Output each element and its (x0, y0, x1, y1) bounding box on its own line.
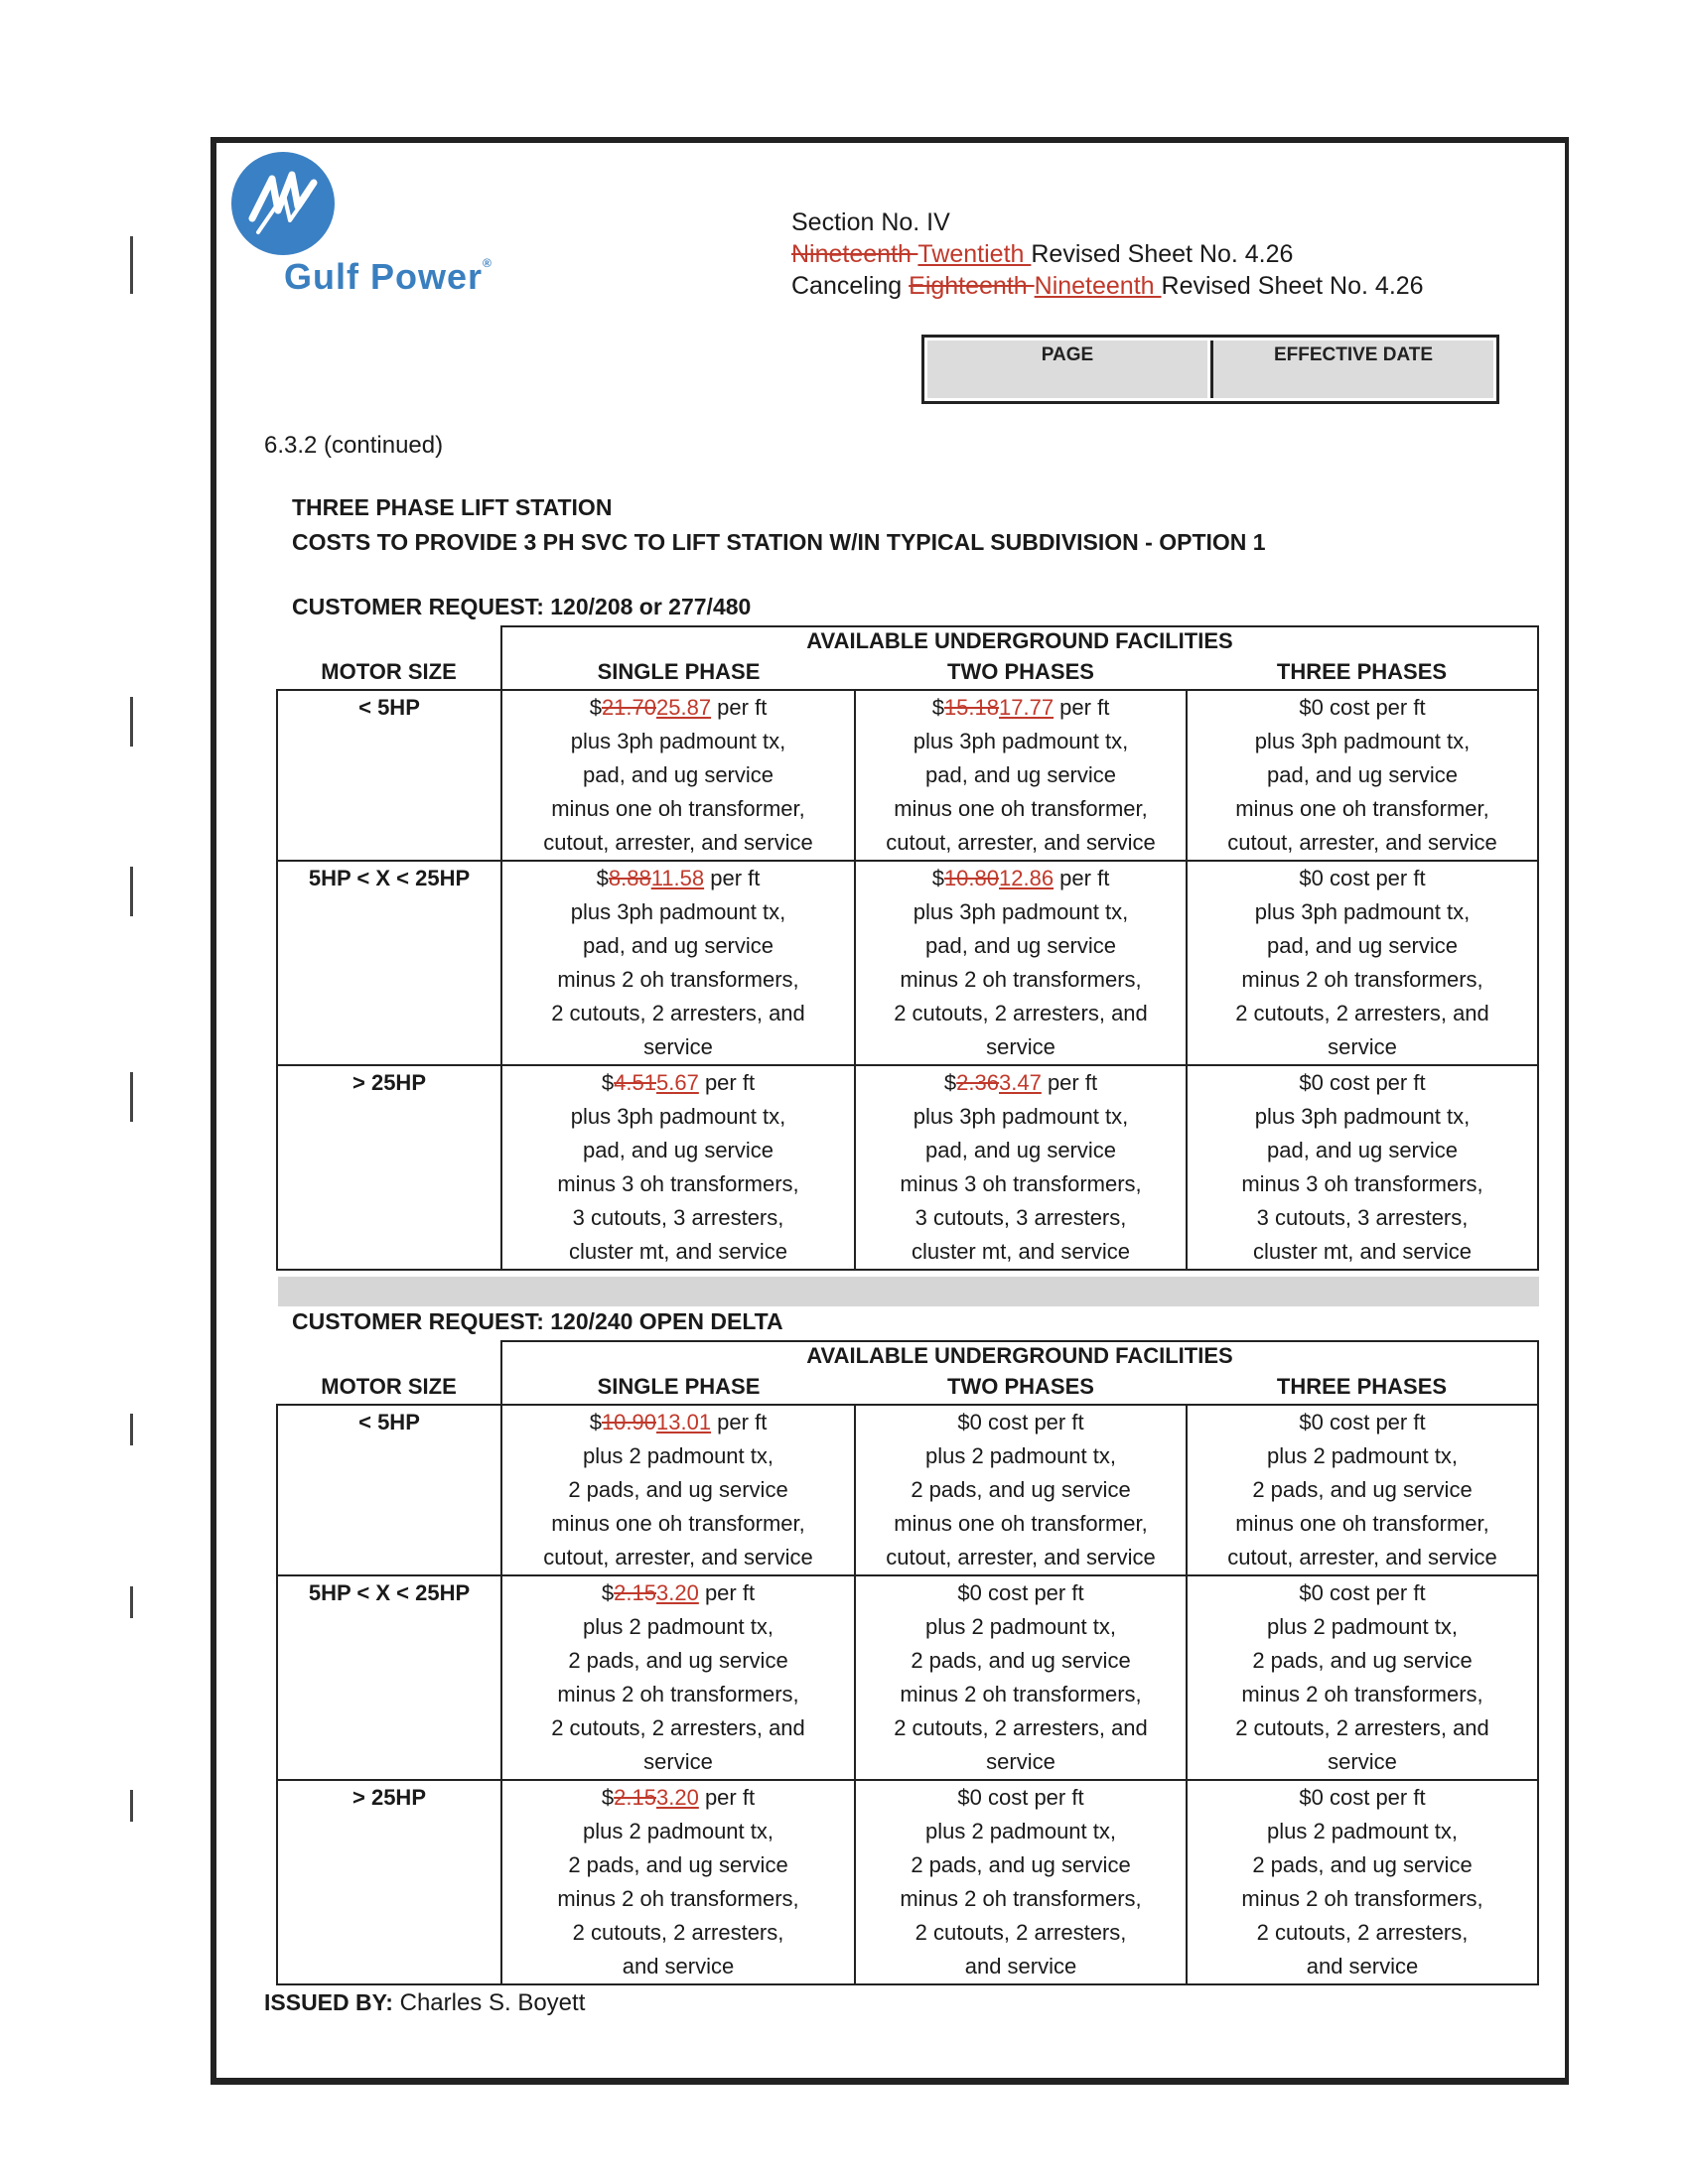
description-line: 2 cutouts, 2 arresters, and (551, 1715, 805, 1740)
single-cost-cell (501, 690, 855, 861)
company-name: Gulf Power® (284, 256, 492, 297)
page-effective-box (921, 335, 1499, 404)
deleted-rate: 2.15 (614, 1580, 656, 1605)
three-cost-cell (1187, 861, 1538, 1065)
description-line: plus 2 padmount tx, (1266, 1443, 1458, 1468)
two-cost-cell (855, 1065, 1187, 1270)
description-line: plus 2 padmount tx, (582, 1819, 774, 1843)
two-cost-cell (855, 1405, 1187, 1575)
revision-bar (130, 1414, 133, 1445)
two-cost-cell (855, 690, 1187, 861)
motor-size-spacer (277, 626, 501, 655)
new-rate: 3.47 (999, 1070, 1042, 1095)
deleted-rate: 21.70 (601, 695, 656, 720)
canceling-inserted-text: Nineteenth (1034, 272, 1162, 300)
description-line: plus 2 padmount tx, (924, 1819, 1116, 1843)
rate-line: $0 cost per ft (1299, 1580, 1426, 1605)
three-cost-cell (1187, 1575, 1538, 1780)
description-line: 2 pads, and ug service (568, 1477, 788, 1502)
description-line: cutout, arrester, and service (543, 1545, 813, 1570)
two-phases-header: TWO PHASES (947, 1374, 1094, 1399)
description-line: and service (622, 1954, 735, 1979)
new-rate: 13.01 (656, 1410, 712, 1434)
deleted-rate: 10.90 (601, 1410, 656, 1434)
three-cost-cell (1187, 690, 1538, 861)
rate-line: $8.8811.58 per ft (596, 866, 761, 890)
revised-text: Revised Sheet No. 4.26 (1031, 240, 1294, 268)
description-line: 2 cutouts, 2 arresters, (572, 1920, 784, 1945)
single-phase-header: SINGLE PHASE (501, 1370, 855, 1405)
description-line: cluster mt, and service (568, 1239, 788, 1264)
description-line: service (643, 1749, 713, 1774)
rate-line: $0 cost per ft (957, 1785, 1084, 1810)
description-line: minus 2 oh transformers, (557, 967, 799, 992)
deleted-rate: 8.88 (608, 866, 651, 890)
rate-line: $21.7025.87 per ft (589, 695, 768, 720)
new-rate: 3.20 (656, 1580, 699, 1605)
description-line: cluster mt, and service (911, 1239, 1131, 1264)
title-line-1: THREE PHASE LIFT STATION (292, 494, 613, 520)
rate-line: $0 cost per ft (1299, 1785, 1426, 1810)
description-line: pad, and ug service (1266, 762, 1459, 787)
description-line: pad, and ug service (924, 933, 1117, 958)
description-line: and service (964, 1954, 1077, 1979)
rate-line: $2.153.20 per ft (601, 1580, 756, 1605)
section-reference: 6.3.2 (continued) (264, 432, 444, 459)
description-line: plus 2 padmount tx, (924, 1614, 1116, 1639)
description-line: service (986, 1034, 1055, 1059)
description-line: plus 3ph padmount tx, (570, 899, 786, 924)
table-row (277, 1575, 1538, 1780)
description-line: 3 cutouts, 3 arresters, (1256, 1205, 1469, 1230)
description-line: plus 3ph padmount tx, (913, 1104, 1129, 1129)
rate-line: $0 cost per ft (1299, 1410, 1426, 1434)
description-line: minus one oh transformer, (1235, 796, 1489, 821)
description-line: minus 2 oh transformers, (900, 967, 1142, 992)
description-line: minus 3 oh transformers, (1241, 1171, 1483, 1196)
description-line: pad, and ug service (924, 762, 1117, 787)
description-line: 2 cutouts, 2 arresters, (914, 1920, 1127, 1945)
revised-inserted-text: Twentieth (917, 240, 1032, 268)
rate-line: $0 cost per ft (957, 1410, 1084, 1434)
single-cost-cell (501, 1405, 855, 1575)
canceling-text: Revised Sheet No. 4.26 (1161, 272, 1424, 300)
motor-size-cell: > 25HP (277, 1065, 501, 1270)
new-rate: 11.58 (650, 866, 705, 890)
customer-request-1: CUSTOMER REQUEST: 120/208 or 277/480 (292, 594, 752, 619)
rate-line: $0 cost per ft (1299, 1070, 1426, 1095)
separator-band (278, 1277, 1539, 1306)
description-line: plus 3ph padmount tx, (913, 899, 1129, 924)
description-line: plus 2 padmount tx, (582, 1443, 774, 1468)
two-cost-cell (855, 1780, 1187, 1984)
new-rate: 5.67 (656, 1070, 699, 1095)
description-line: minus 2 oh transformers, (1241, 1682, 1483, 1706)
two-cost-cell (855, 861, 1187, 1065)
cost-table-1 (276, 625, 1539, 1271)
description-line: 2 cutouts, 2 arresters, and (551, 1001, 805, 1025)
three-phases-header: THREE PHASES (1187, 655, 1538, 690)
rate-line: $0 cost per ft (957, 1580, 1084, 1605)
canceling-lead: Canceling (791, 272, 910, 300)
rate-line: $2.363.47 per ft (943, 1070, 1098, 1095)
page-label: PAGE (927, 341, 1207, 398)
issued-by-label: ISSUED BY: (264, 1989, 393, 2015)
description-line: minus 2 oh transformers, (1241, 1886, 1483, 1911)
rate-line: $10.9013.01 per ft (589, 1410, 768, 1434)
description-line: pad, and ug service (582, 933, 774, 958)
three-cost-cell (1187, 1065, 1538, 1270)
motor-size-cell: > 25HP (277, 1780, 501, 1984)
new-rate: 17.77 (999, 695, 1055, 720)
description-line: cutout, arrester, and service (886, 830, 1156, 855)
canceling-deleted-text: Eighteenth (909, 272, 1035, 300)
description-line: cutout, arrester, and service (1227, 1545, 1497, 1570)
table-row (277, 861, 1538, 1065)
issued-by-name: Charles S. Boyett (399, 1989, 586, 2016)
three-cost-cell (1187, 1405, 1538, 1575)
description-line: and service (1306, 1954, 1419, 1979)
motor-size-cell: < 5HP (277, 690, 501, 861)
cost-table-2 (276, 1340, 1539, 1985)
single-cost-cell (501, 861, 855, 1065)
description-line: plus 3ph padmount tx, (1254, 729, 1471, 753)
description-line: plus 2 padmount tx, (582, 1614, 774, 1639)
description-line: 2 cutouts, 2 arresters, and (1235, 1715, 1489, 1740)
description-line: plus 3ph padmount tx, (570, 1104, 786, 1129)
single-cost-cell (501, 1780, 855, 1984)
rate-line: $15.1817.77 per ft (931, 695, 1110, 720)
description-line: minus one oh transformer, (1235, 1511, 1489, 1536)
revision-bar (130, 1072, 133, 1122)
description-line: 2 cutouts, 2 arresters, and (1235, 1001, 1489, 1025)
description-line: 2 pads, and ug service (1252, 1852, 1473, 1877)
description-line: plus 3ph padmount tx, (1254, 899, 1471, 924)
new-rate: 3.20 (656, 1785, 699, 1810)
description-line: cutout, arrester, and service (886, 1545, 1156, 1570)
section-number: Section No. IV (791, 208, 950, 236)
description-line: service (1328, 1034, 1397, 1059)
description-line: 2 pads, and ug service (911, 1852, 1131, 1877)
description-line: cutout, arrester, and service (1227, 830, 1497, 855)
description-line: minus one oh transformer, (551, 1511, 805, 1536)
description-line: minus one oh transformer, (894, 796, 1148, 821)
description-line: cluster mt, and service (1252, 1239, 1473, 1264)
deleted-rate: 2.36 (956, 1070, 999, 1095)
two-cost-cell (855, 1575, 1187, 1780)
description-line: minus 2 oh transformers, (1241, 967, 1483, 992)
description-line: 2 pads, and ug service (911, 1648, 1131, 1673)
rate-line: $0 cost per ft (1299, 866, 1426, 890)
description-line: 2 cutouts, 2 arresters, and (894, 1001, 1148, 1025)
description-line: minus one oh transformer, (551, 796, 805, 821)
revision-bar (130, 236, 133, 294)
deleted-rate: 4.51 (614, 1070, 656, 1095)
description-line: plus 3ph padmount tx, (1254, 1104, 1471, 1129)
description-line: plus 2 padmount tx, (924, 1443, 1116, 1468)
canceling-sheet-line (791, 272, 1424, 301)
three-cost-cell (1187, 1780, 1538, 1984)
deleted-rate: 10.80 (943, 866, 999, 890)
motor-size-header: MOTOR SIZE (321, 659, 457, 684)
description-line: service (986, 1749, 1055, 1774)
effective-date-label: EFFECTIVE DATE (1210, 341, 1493, 398)
description-line: plus 2 padmount tx, (1266, 1614, 1458, 1639)
description-line: plus 3ph padmount tx, (570, 729, 786, 753)
customer-request-2: CUSTOMER REQUEST: 120/240 OPEN DELTA (292, 1308, 783, 1334)
description-line: 2 pads, and ug service (1252, 1477, 1473, 1502)
issued-by (264, 1989, 585, 2017)
title-line-2: COSTS TO PROVIDE 3 PH SVC TO LIFT STATION W/IN TYPICAL SUBDIVISION - OPTION 1 (292, 529, 1266, 555)
description-line: pad, and ug service (1266, 1138, 1459, 1162)
description-line: minus 3 oh transformers, (900, 1171, 1142, 1196)
description-line: pad, and ug service (1266, 933, 1459, 958)
deleted-rate: 2.15 (614, 1785, 656, 1810)
description-line: service (1328, 1749, 1397, 1774)
new-rate: 12.86 (999, 866, 1055, 890)
description-line: plus 2 padmount tx, (1266, 1819, 1458, 1843)
description-line: 2 cutouts, 2 arresters, and (894, 1715, 1148, 1740)
revised-deleted-text: Nineteenth (791, 240, 918, 268)
rate-line: $0 cost per ft (1299, 695, 1426, 720)
description-line: pad, and ug service (582, 1138, 774, 1162)
revision-bar (130, 697, 133, 747)
revision-bar (130, 867, 133, 916)
motor-size-cell: < 5HP (277, 1405, 501, 1575)
description-line: cutout, arrester, and service (543, 830, 813, 855)
description-line: service (643, 1034, 713, 1059)
single-cost-cell (501, 1065, 855, 1270)
description-line: minus 2 oh transformers, (557, 1886, 799, 1911)
motor-size-cell: 5HP < X < 25HP (277, 861, 501, 1065)
rate-line: $10.8012.86 per ft (931, 866, 1110, 890)
description-line: 3 cutouts, 3 arresters, (914, 1205, 1127, 1230)
description-line: minus 2 oh transformers, (557, 1682, 799, 1706)
description-line: minus one oh transformer, (894, 1511, 1148, 1536)
description-line: pad, and ug service (924, 1138, 1117, 1162)
table-row (277, 1405, 1538, 1575)
rate-line: $4.515.67 per ft (601, 1070, 756, 1095)
motor-size-spacer (277, 1341, 501, 1370)
description-line: pad, and ug service (582, 762, 774, 787)
description-line: minus 2 oh transformers, (900, 1886, 1142, 1911)
revision-bar (130, 1790, 133, 1822)
description-line: 2 pads, and ug service (568, 1852, 788, 1877)
single-cost-cell (501, 1575, 855, 1780)
description-line: minus 2 oh transformers, (900, 1682, 1142, 1706)
deleted-rate: 15.18 (943, 695, 999, 720)
facilities-group-header: AVAILABLE UNDERGROUND FACILITIES (501, 626, 1538, 655)
description-line: 2 pads, and ug service (1252, 1648, 1473, 1673)
table-row (277, 1780, 1538, 1984)
gulf-power-logo-icon (228, 149, 338, 258)
description-line: 2 pads, and ug service (911, 1477, 1131, 1502)
table-row (277, 690, 1538, 861)
description-line: 2 cutouts, 2 arresters, (1256, 1920, 1469, 1945)
facilities-group-header: AVAILABLE UNDERGROUND FACILITIES (501, 1341, 1538, 1370)
new-rate: 25.87 (656, 695, 712, 720)
table-row (277, 1065, 1538, 1270)
motor-size-header: MOTOR SIZE (321, 1374, 457, 1399)
revised-sheet-line (791, 240, 1293, 269)
revision-bar (130, 1586, 133, 1618)
description-line: plus 3ph padmount tx, (913, 729, 1129, 753)
description-line: minus 3 oh transformers, (557, 1171, 799, 1196)
two-phases-header: TWO PHASES (947, 659, 1094, 684)
description-line: 2 pads, and ug service (568, 1648, 788, 1673)
description-line: 3 cutouts, 3 arresters, (572, 1205, 784, 1230)
rate-line: $2.153.20 per ft (601, 1785, 756, 1810)
three-phases-header: THREE PHASES (1187, 1370, 1538, 1405)
single-phase-header: SINGLE PHASE (501, 655, 855, 690)
motor-size-cell: 5HP < X < 25HP (277, 1575, 501, 1780)
